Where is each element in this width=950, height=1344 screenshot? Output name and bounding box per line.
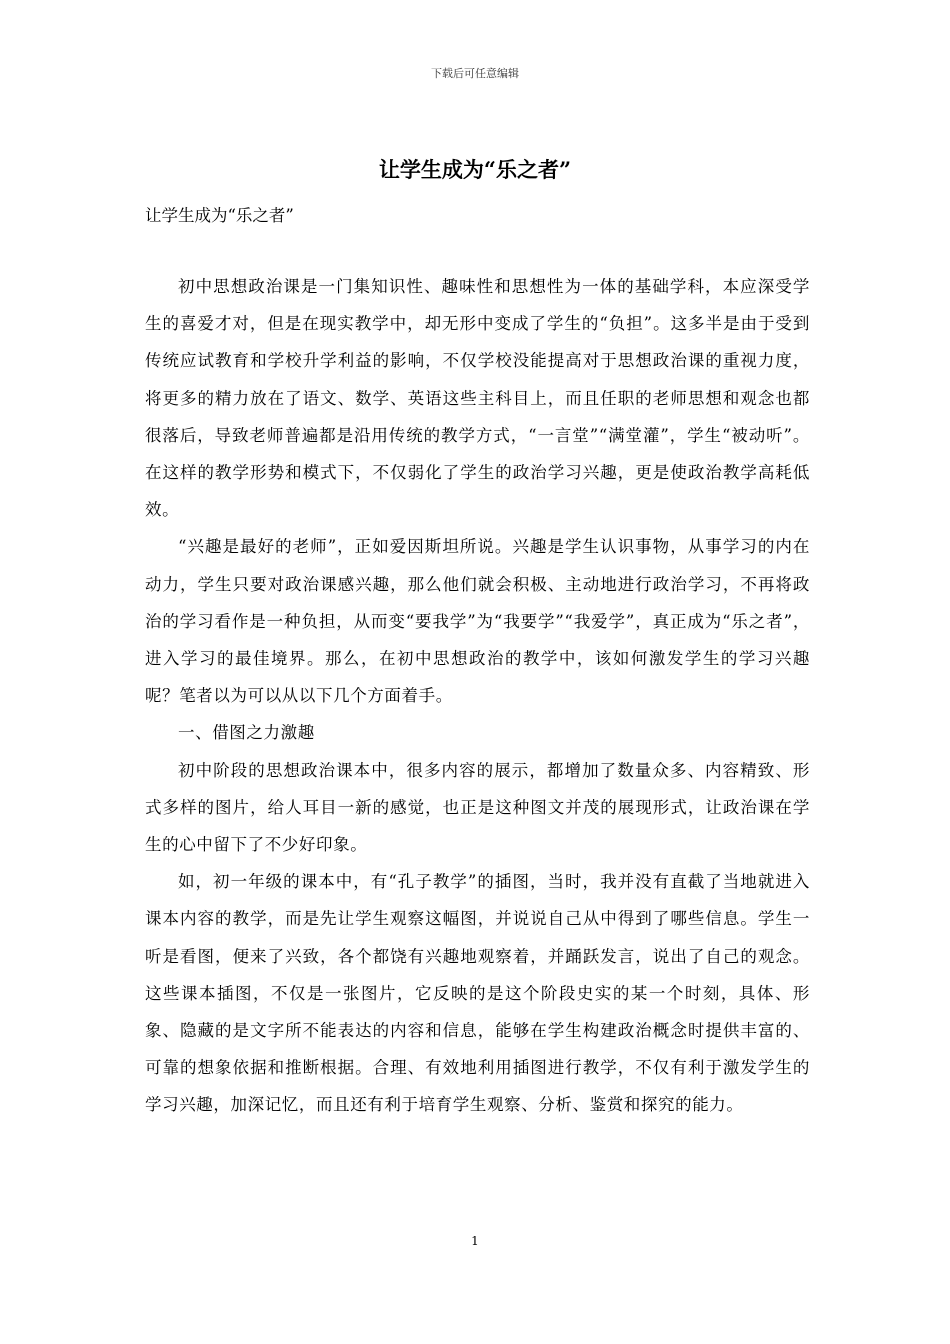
document-title: 让学生成为“乐之者” — [378, 157, 572, 182]
document-subtitle: 让学生成为“乐之者” — [145, 206, 294, 225]
paragraph-interest: “兴趣是最好的老师”，正如爱因斯坦所说。兴趣是学生认识事物，从事学习的内在动力，学生只要对政治课感兴趣，那么他们就会积极、主动地进行政治学习，不再将政治的学习看作是一种负担，从而变“要我学”为“我要学”“我爱学”，真正成为“乐之者”，进入学习的最佳境界。那么，在初中思想政治的教学中，该如何激发学生的学习兴趣呢？笔者以为可以从以下几个方面着手。 — [145, 537, 810, 706]
section-heading-1: 一、借图之力激趣 — [178, 723, 315, 743]
paragraph-images: 初中阶段的思想政治课本中，很多内容的展示，都增加了数量众多、内容精致、形式多样的图片，给人耳目一新的感觉，也正是这种图文并茂的展现形式，让政治课在学生的心中留下了不少好印象。 — [145, 760, 810, 855]
page-number: 1 — [471, 1234, 479, 1248]
paragraph-intro: 初中思想政治课是一门集知识性、趣味性和思想性为一体的基础学科，本应深受学生的喜爱才对，但是在现实教学中，却无形中变成了学生的“负担”。这多半是由于受到传统应试教育和学校升学利益的影响，不仅学校没能提高对于思想政治课的重视力度，将更多的精力放在了语文、数学、英语这些主科目上，而且任职的老师思想和观念也都很落后，导致老师普遍都是沿用传统的教学方式，“一言堂”“满堂灌”，学生“被动听”。在这样的教学形势和模式下，不仅弱化了学生的政治学习兴趣，更是使政治教学高耗低效。 — [145, 277, 810, 520]
paragraph-example: 如，初一年级的课本中，有“孔子教学”的插图，当时，我并没有直截了当地就进入课本内容的教学，而是先让学生观察这幅图，并说说自己从中得到了哪些信息。学生一听是看图，便来了兴致，各个都饶有兴趣地观察着，并踊跃发言，说出了自己的观念。这些课本插图，不仅是一张图片，它反映的是这个阶段史实的某一个时刻，具体、形象、隐藏的是文字所不能表达的内容和信息，能够在学生构建政治概念时提供丰富的、可靠的想象依据和推断根据。合理、有效地利用插图进行教学，不仅有利于激发学生的学习兴趣，加深记忆，而且还有利于培育学生观察、分析、鉴赏和探究的能力。 — [145, 872, 810, 1115]
page-header: 下载后可任意编辑 — [431, 67, 519, 80]
document-body — [145, 268, 810, 1124]
